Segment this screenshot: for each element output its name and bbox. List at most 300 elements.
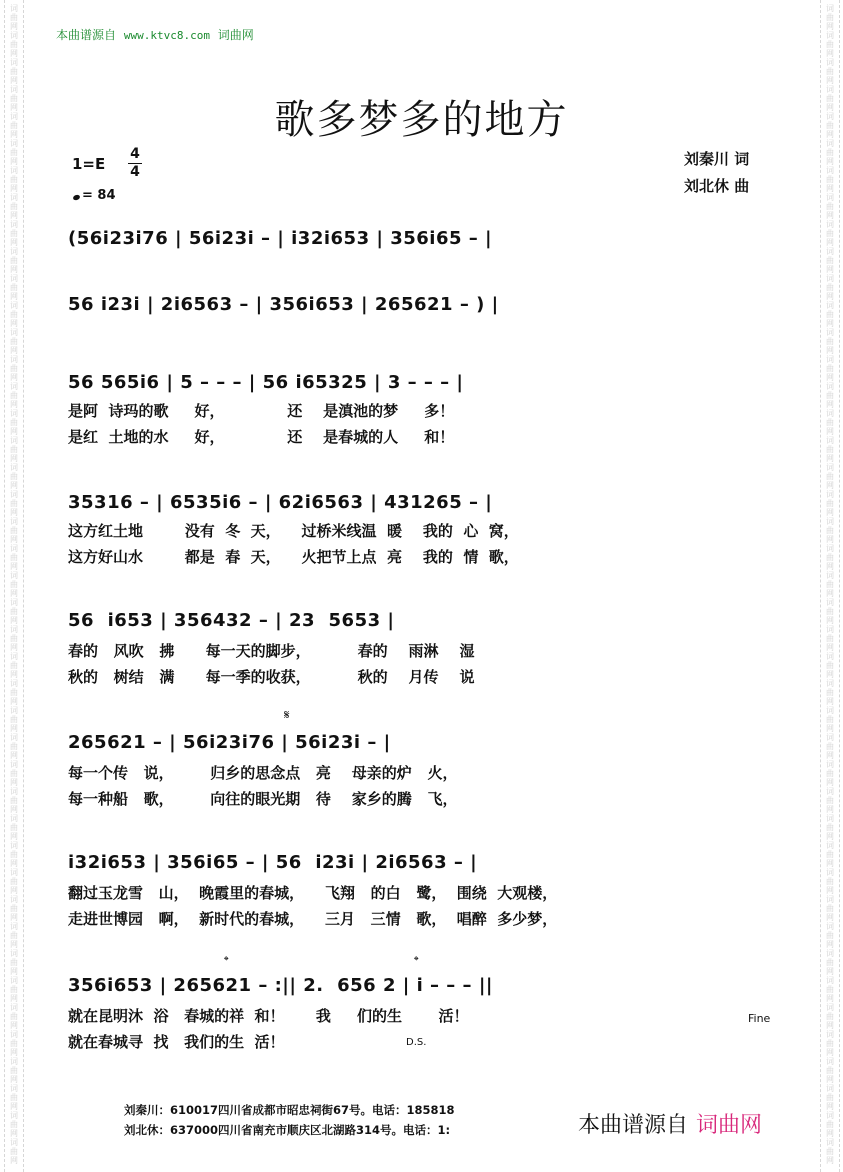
notation-line: i32i653 | 356i65 – | 56 i23i | 2i6563 – | [68,852,478,873]
watermark-glyph: 网 [826,832,834,841]
watermark-glyph: 网 [826,697,834,706]
watermark-glyph: 曲 [10,391,18,400]
watermark-glyph: 网 [826,157,834,166]
watermark-glyph: 词 [10,355,18,364]
watermark-glyph: 网 [826,940,834,949]
watermark-glyph: 网 [826,373,834,382]
watermark-glyph: 词 [826,544,834,553]
tempo-marking [73,188,116,203]
watermark-glyph: 曲 [826,94,834,103]
watermark-glyph: 曲 [10,283,18,292]
watermark-glyph: 词 [10,1003,18,1012]
watermark-glyph: 曲 [826,148,834,157]
watermark-glyph: 曲 [10,823,18,832]
watermark-glyph: 网 [826,292,834,301]
watermark-glyph: 网 [826,265,834,274]
watermark-glyph: 曲 [826,553,834,562]
watermark-glyph: 曲 [826,229,834,238]
watermark-glyph: 曲 [826,823,834,832]
watermark-glyph: 网 [826,994,834,1003]
watermark-glyph: 网 [10,724,18,733]
watermark-glyph: 词 [826,166,834,175]
watermark-glyph: 曲 [826,526,834,535]
watermark-glyph: 网 [10,184,18,193]
watermark-glyph: 网 [10,1102,18,1111]
watermark-glyph: 词 [10,1057,18,1066]
watermark-glyph: 曲 [10,418,18,427]
watermark-glyph: 网 [10,1156,18,1165]
watermark-glyph: 词 [10,31,18,40]
watermark-glyph: 网 [826,1075,834,1084]
watermark-glyph: 曲 [826,445,834,454]
watermark-glyph: 网 [10,1021,18,1030]
watermark-glyph: 词 [826,1111,834,1120]
watermark-glyph: 词 [826,625,834,634]
lyric-verse-2: 走进世博园 啊， 新时代的春城， 三月 三情 歌， 唱醉 多少梦， [68,910,558,928]
watermark-glyph: 词 [10,895,18,904]
watermark-glyph: 词 [10,112,18,121]
watermark-glyph: 曲 [826,607,834,616]
watermark-glyph: 曲 [826,121,834,130]
fine-mark: Fine [748,1012,771,1025]
quarter-note-icon [72,194,80,201]
notation-line: 356i653 | 265621 – :|| 2. 656 2 | i – – – || [68,975,493,996]
watermark-glyph: 网 [826,967,834,976]
watermark-glyph: 曲 [826,904,834,913]
lyric-verse-1: 是阿 诗玛的歌 好， 还 是滇池的梦 多！ [68,402,455,420]
notation-line: 265621 – | 56i23i76 | 56i23i – | [68,732,391,753]
watermark-glyph: 网 [10,562,18,571]
watermark-glyph: 曲 [826,1147,834,1156]
watermark-glyph: 词 [826,517,834,526]
site-header-name: 词曲网 [217,28,254,42]
watermark-glyph: 词 [10,193,18,202]
watermark-glyph: 网 [10,886,18,895]
watermark-glyph: 网 [10,832,18,841]
ds-mark: D.S. [406,1037,427,1048]
watermark-glyph: 曲 [10,1039,18,1048]
watermark-glyph: 网 [10,697,18,706]
watermark-glyph: 词 [10,517,18,526]
watermark-glyph: 词 [10,1111,18,1120]
watermark-glyph: 词 [10,544,18,553]
watermark-glyph: 曲 [10,904,18,913]
watermark-glyph: 网 [10,1075,18,1084]
watermark-glyph: 曲 [10,877,18,886]
watermark-glyph: 词 [826,139,834,148]
watermark-glyph: 曲 [826,310,834,319]
watermark-glyph: 词 [10,1138,18,1147]
lyric-verse-2: 秋的 树结 满 每一季的收获， 秋的 月传 说 [68,668,475,686]
time-signature-top: 4 [130,146,140,162]
site-header-url[interactable]: www.ktvc8.com [123,29,210,42]
watermark-glyph: 词 [10,841,18,850]
watermark-glyph: 词 [826,274,834,283]
watermark-glyph: 网 [826,184,834,193]
watermark-glyph: 曲 [10,175,18,184]
watermark-glyph: 词 [10,58,18,67]
watermark-glyph: 网 [10,913,18,922]
time-signature-bottom: 4 [130,164,140,180]
watermark-glyph: 词 [826,355,834,364]
watermark-glyph: 网 [826,886,834,895]
notation-line: 56 i23i | 2i6563 – | 356i653 | 265621 – ) | [68,294,499,315]
watermark-glyph: 网 [10,940,18,949]
watermark-glyph: 曲 [10,67,18,76]
watermark-glyph: 网 [10,616,18,625]
watermark-glyph: 词 [10,1084,18,1093]
watermark-glyph: 词 [10,868,18,877]
watermark-glyph: 曲 [826,688,834,697]
watermark-glyph: 曲 [826,13,834,22]
watermark-glyph: 曲 [826,985,834,994]
watermark-glyph: 词 [826,193,834,202]
watermark-glyph: 词 [10,598,18,607]
watermark-glyph: 词 [826,814,834,823]
watermark-glyph: 网 [10,589,18,598]
watermark-glyph: 网 [826,859,834,868]
watermark-glyph: 网 [826,49,834,58]
watermark-glyph: 网 [826,616,834,625]
watermark-glyph: 词 [826,1084,834,1093]
watermark-glyph: 网 [10,319,18,328]
watermark-glyph: 网 [10,508,18,517]
watermark-glyph: 网 [10,49,18,58]
watermark-glyph: 曲 [826,472,834,481]
notation-line: 35316 – | 6535i6 – | 62i6563 | 431265 – | [68,492,493,513]
watermark-glyph: 词 [826,598,834,607]
watermark-glyph: 曲 [10,580,18,589]
watermark-glyph: 词 [826,706,834,715]
watermark-glyph: 曲 [826,40,834,49]
notation-line: (56i23i76 | 56i23i – | i32i653 | 356i65 – | [68,228,493,249]
coda-sign-2: 𝄌 [414,954,419,969]
watermark-glyph: 词 [10,4,18,13]
watermark-glyph: 曲 [826,715,834,724]
watermark-glyph: 曲 [10,13,18,22]
watermark-glyph: 词 [826,463,834,472]
watermark-glyph: 曲 [10,310,18,319]
watermark-glyph: 词 [10,625,18,634]
watermark-glyph: 曲 [10,94,18,103]
watermark-glyph: 曲 [826,958,834,967]
watermark-glyph: 词 [826,220,834,229]
watermark-glyph: 曲 [826,1039,834,1048]
brand-text: 本曲谱源自 [578,1113,689,1138]
watermark-glyph: 网 [826,670,834,679]
watermark-glyph: 网 [10,643,18,652]
watermark-glyph: 词 [10,922,18,931]
watermark-glyph: 词 [10,1030,18,1039]
watermark-glyph: 曲 [10,742,18,751]
watermark-glyph: 词 [10,301,18,310]
watermark-glyph: 网 [826,805,834,814]
watermark-glyph: 曲 [10,364,18,373]
right-watermark-strip [820,0,840,1172]
watermark-glyph: 网 [826,724,834,733]
watermark-glyph: 词 [10,328,18,337]
watermark-glyph: 网 [10,751,18,760]
watermark-glyph: 曲 [10,931,18,940]
watermark-glyph: 词 [10,814,18,823]
watermark-glyph: 曲 [10,850,18,859]
watermark-glyph: 网 [10,859,18,868]
lyric-verse-1: 翻过玉龙雪 山， 晚霞里的春城， 飞翔 的白 鹭， 围绕 大观楼， [68,884,558,902]
watermark-glyph: 词 [826,1057,834,1066]
watermark-glyph: 网 [10,400,18,409]
watermark-glyph: 词 [826,58,834,67]
watermark-glyph: 曲 [10,715,18,724]
watermark-glyph: 曲 [826,769,834,778]
watermark-glyph: 词 [10,679,18,688]
watermark-glyph: 网 [826,751,834,760]
watermark-glyph: 网 [826,535,834,544]
watermark-glyph: 曲 [10,553,18,562]
brand-site[interactable]: 词曲网 [696,1113,763,1138]
watermark-glyph: 词 [10,166,18,175]
lyric-verse-2: 就在春城寻 找 我们的生 活！ [68,1033,285,1051]
time-signature [128,147,142,180]
watermark-glyph: 词 [10,247,18,256]
watermark-glyph: 网 [10,967,18,976]
watermark-glyph: 网 [10,346,18,355]
watermark-glyph: 曲 [826,391,834,400]
watermark-glyph: 曲 [10,472,18,481]
watermark-glyph: 词 [826,895,834,904]
song-title: 歌多梦多的地方 [274,97,569,143]
watermark-glyph: 词 [826,976,834,985]
watermark-glyph: 网 [10,157,18,166]
watermark-glyph: 词 [10,463,18,472]
watermark-glyph: 曲 [826,1066,834,1075]
watermark-glyph: 曲 [10,148,18,157]
watermark-glyph: 曲 [826,256,834,265]
watermark-glyph: 词 [826,787,834,796]
watermark-glyph: 网 [826,1102,834,1111]
lyric-verse-1: 就在昆明沐 浴 春城的祥 和！ 我 们的生 活！ [68,1007,469,1025]
watermark-glyph: 曲 [10,769,18,778]
watermark-glyph: 曲 [10,202,18,211]
watermark-glyph: 词 [826,436,834,445]
watermark-glyph: 曲 [10,958,18,967]
watermark-glyph: 词 [826,841,834,850]
watermark-glyph: 词 [826,1003,834,1012]
watermark-glyph: 词 [10,436,18,445]
watermark-glyph: 网 [826,913,834,922]
watermark-glyph: 曲 [826,364,834,373]
watermark-glyph: 词 [10,787,18,796]
watermark-glyph: 曲 [10,40,18,49]
watermark-glyph: 词 [10,139,18,148]
watermark-glyph: 曲 [10,688,18,697]
watermark-glyph: 曲 [10,607,18,616]
notation-line: 56 i653 | 356432 – | 23 5653 | [68,610,395,631]
watermark-glyph: 曲 [10,121,18,130]
watermark-glyph: 网 [10,778,18,787]
watermark-glyph: 词 [10,274,18,283]
watermark-glyph: 网 [10,211,18,220]
watermark-glyph: 网 [826,319,834,328]
watermark-glyph: 曲 [826,283,834,292]
watermark-glyph: 网 [826,400,834,409]
site-header-text: 本曲谱源自 [56,28,117,42]
lyric-verse-2: 是红 土地的水 好， 还 是春城的人 和！ [68,428,455,446]
tempo-value: = 84 [82,188,116,203]
watermark-glyph: 词 [10,760,18,769]
watermark-glyph: 网 [826,346,834,355]
watermark-glyph: 网 [826,778,834,787]
segno-sign: 𝄋 [284,708,290,723]
watermark-glyph: 词 [826,679,834,688]
watermark-glyph: 曲 [826,202,834,211]
watermark-glyph: 词 [826,922,834,931]
watermark-glyph: 曲 [826,418,834,427]
notation-line: 56 565i6 | 5 – – – | 56 i65325 | 3 – – – | [68,372,464,393]
watermark-glyph: 网 [826,130,834,139]
watermark-glyph: 词 [826,112,834,121]
watermark-glyph: 词 [826,409,834,418]
watermark-glyph: 网 [826,1048,834,1057]
watermark-glyph: 网 [826,562,834,571]
watermark-glyph: 词 [826,382,834,391]
watermark-glyph: 词 [826,85,834,94]
watermark-glyph: 词 [826,1030,834,1039]
watermark-glyph: 曲 [10,985,18,994]
watermark-glyph: 词 [10,571,18,580]
lyricist-credit: 刘秦川 词 [684,150,750,168]
watermark-glyph: 网 [826,238,834,247]
watermark-glyph: 曲 [10,445,18,454]
watermark-glyph: 词 [826,760,834,769]
watermark-glyph: 词 [826,949,834,958]
watermark-glyph: 词 [10,733,18,742]
watermark-glyph: 网 [826,481,834,490]
watermark-glyph: 网 [826,22,834,31]
watermark-glyph: 曲 [826,67,834,76]
left-watermark-strip [4,0,24,1172]
watermark-glyph: 网 [10,805,18,814]
watermark-glyph: 曲 [826,580,834,589]
watermark-glyph: 曲 [826,634,834,643]
watermark-glyph: 曲 [10,1066,18,1075]
key-signature: 1=E [72,155,106,173]
watermark-glyph: 曲 [10,337,18,346]
watermark-glyph: 词 [10,85,18,94]
watermark-glyph: 网 [826,589,834,598]
lyric-verse-1: 这方红土地 没有 冬 天， 过桥米线温 暖 我的 心 窝， [68,522,519,540]
watermark-glyph: 网 [10,1129,18,1138]
watermark-glyph: 网 [826,211,834,220]
watermark-glyph: 曲 [10,1093,18,1102]
watermark-glyph: 网 [826,103,834,112]
footer-contact-1: 刘秦川：610017四川省成都市昭忠祠街67号。电话：185818 [124,1103,455,1117]
watermark-glyph: 网 [10,454,18,463]
watermark-glyph: 网 [826,1021,834,1030]
lyric-verse-2: 每一种船 歌， 向往的眼光期 待 家乡的腾 飞， [68,790,458,808]
watermark-glyph: 曲 [826,1120,834,1129]
watermark-glyph: 词 [10,976,18,985]
watermark-glyph: 词 [826,247,834,256]
watermark-glyph: 网 [826,76,834,85]
watermark-glyph: 词 [826,571,834,580]
watermark-glyph: 曲 [10,796,18,805]
watermark-glyph: 词 [826,1138,834,1147]
watermark-glyph: 词 [826,4,834,13]
watermark-glyph: 网 [10,130,18,139]
brand-footer [578,1108,762,1139]
footer-contact-2: 刘北休：637000四川省南充市顺庆区北湖路314号。电话：1: [124,1123,451,1137]
watermark-glyph: 词 [826,733,834,742]
watermark-glyph: 词 [826,328,834,337]
watermark-glyph: 曲 [10,1147,18,1156]
watermark-glyph: 词 [826,490,834,499]
watermark-glyph: 曲 [826,742,834,751]
watermark-glyph: 网 [10,670,18,679]
watermark-glyph: 曲 [826,931,834,940]
watermark-glyph: 曲 [10,229,18,238]
watermark-glyph: 网 [10,103,18,112]
watermark-glyph: 词 [10,949,18,958]
watermark-glyph: 曲 [826,661,834,670]
watermark-glyph: 网 [826,508,834,517]
watermark-glyph: 网 [826,643,834,652]
watermark-glyph: 词 [826,652,834,661]
watermark-glyph: 曲 [10,1120,18,1129]
watermark-glyph: 词 [10,409,18,418]
watermark-glyph: 词 [10,706,18,715]
watermark-glyph: 网 [10,292,18,301]
watermark-glyph: 曲 [826,175,834,184]
watermark-glyph: 网 [826,1156,834,1165]
watermark-glyph: 曲 [10,256,18,265]
lyric-verse-1: 春的 风吹 拂 每一天的脚步， 春的 雨淋 湿 [68,642,475,660]
watermark-glyph: 曲 [826,850,834,859]
watermark-glyph: 网 [826,1129,834,1138]
watermark-glyph: 曲 [10,526,18,535]
watermark-glyph: 曲 [826,337,834,346]
watermark-glyph: 曲 [826,499,834,508]
lyric-verse-2: 这方好山水 都是 春 天， 火把节上点 亮 我的 情 歌， [68,548,519,566]
watermark-glyph: 曲 [826,796,834,805]
watermark-glyph: 网 [10,22,18,31]
watermark-glyph: 曲 [10,1012,18,1021]
watermark-glyph: 词 [826,31,834,40]
watermark-glyph: 网 [10,373,18,382]
watermark-glyph: 曲 [10,661,18,670]
composer-credit: 刘北休 曲 [684,177,750,195]
watermark-glyph: 词 [826,301,834,310]
watermark-glyph: 网 [10,535,18,544]
watermark-glyph: 网 [10,238,18,247]
watermark-glyph: 网 [10,481,18,490]
watermark-glyph: 曲 [10,634,18,643]
watermark-glyph: 网 [10,1048,18,1057]
watermark-glyph: 词 [826,868,834,877]
site-header [56,26,254,43]
watermark-glyph: 词 [10,490,18,499]
watermark-glyph: 曲 [826,1093,834,1102]
watermark-glyph: 网 [10,994,18,1003]
watermark-glyph: 网 [10,427,18,436]
watermark-glyph: 词 [10,382,18,391]
watermark-glyph: 网 [10,265,18,274]
watermark-glyph: 词 [10,652,18,661]
lyric-verse-1: 每一个传 说， 归乡的思念点 亮 母亲的炉 火， [68,764,458,782]
watermark-glyph: 网 [826,427,834,436]
coda-sign-1: 𝄌 [224,954,229,969]
watermark-glyph: 曲 [826,877,834,886]
watermark-glyph: 曲 [826,1012,834,1021]
